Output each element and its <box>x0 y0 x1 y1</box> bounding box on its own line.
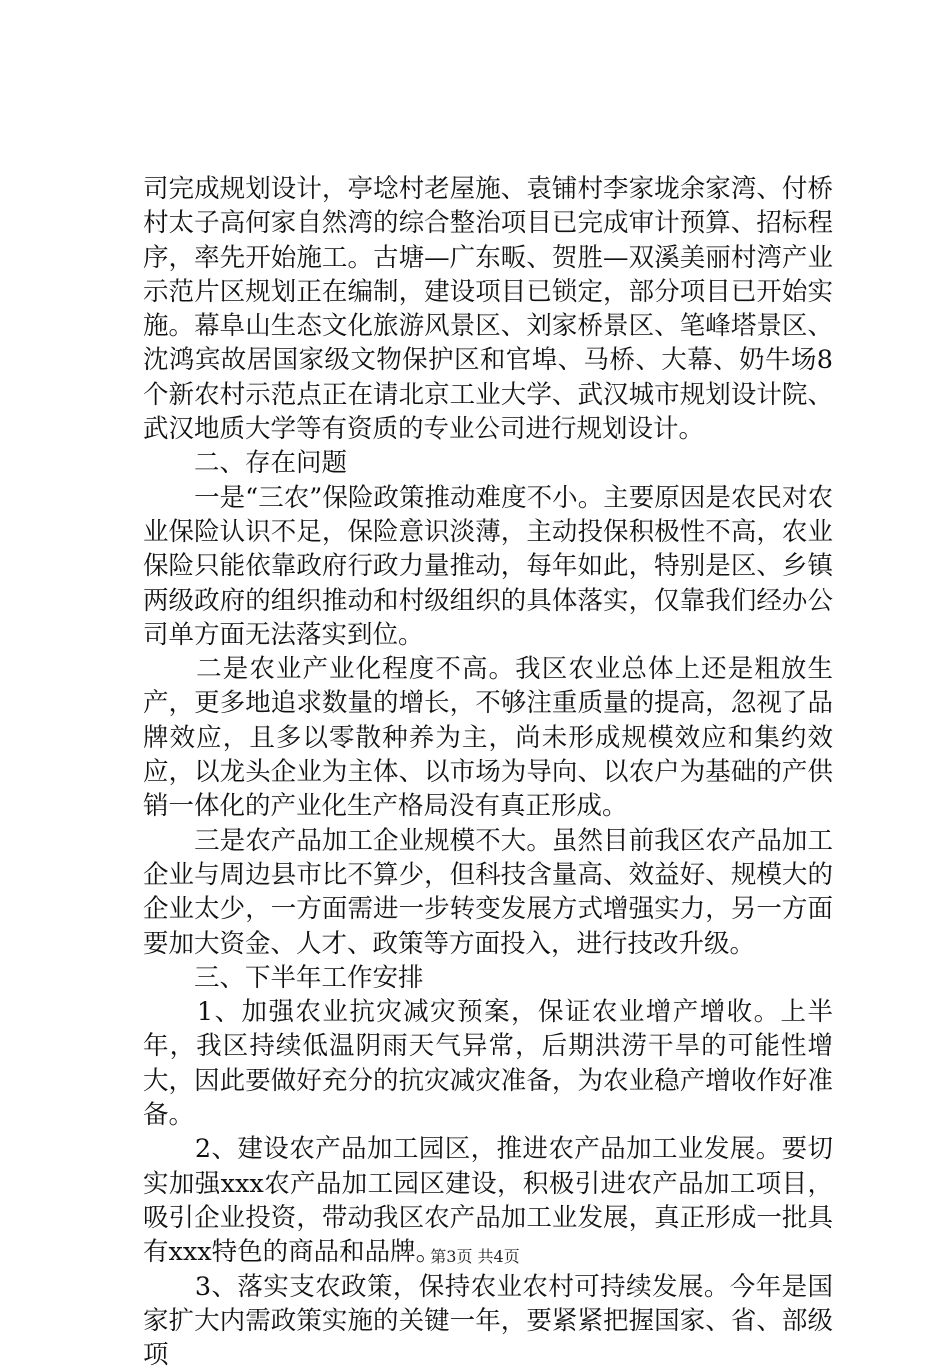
paragraph-plan-disaster: 1、加强农业抗灾减灾预案，保证农业增产增收。上半年，我区持续低温阴雨天气异常，后期洪涝干旱的可能性增大，因此要做好充分的抗灾减灾准备，为农业稳产增收作好准备。 <box>143 995 833 1132</box>
paragraph-plan-industrial-park: 2、建设农产品加工园区，推进农产品加工业发展。要切实加强xxx农产品加工园区建设，积极引进农产品加工项目，吸引企业投资，带动我区农产品加工业发展，真正形成一批具有xxx特色的商品和品牌。 <box>143 1132 833 1269</box>
section-heading-problems: 二、存在问题 <box>143 446 833 480</box>
paragraph-problem-industrialization: 二是农业产业化程度不高。我区农业总体上还是粗放生产，更多地追求数量的增长，不够注重质量的提高，忽视了品牌效应，且多以零散种养为主，尚未形成规模效应和集约效应，以龙头企业为主体、以市场为导向、以农户为基础的产供销一体化的产业化生产格局没有真正形成。 <box>143 652 833 823</box>
page-number-footer: 第3页 共4页 <box>0 1244 950 1267</box>
document-body <box>143 172 833 1372</box>
section-heading-second-half-plan: 三、下半年工作安排 <box>143 961 833 995</box>
paragraph-problem-insurance: 一是“三农”保险政策推动难度不小。主要原因是农民对农业保险认识不足，保险意识淡薄，主动投保积极性不高，农业保险只能依靠政府行政力量推动，每年如此，特别是区、乡镇两级政府的组织推动和村级组织的具体落实，仅靠我们经办公司单方面无法落实到位。 <box>143 481 833 652</box>
paragraph-problem-processing: 三是农产品加工企业规模不大。虽然目前我区农产品加工企业与周边县市比不算少，但科技含量高、效益好、规模大的企业太少，一方面需进一步转变发展方式增强实力，另一方面要加大资金、人才、政策等方面投入，进行技改升级。 <box>143 824 833 961</box>
paragraph-planning-status: 司完成规划设计，亭埝村老屋施、袁铺村李家垅余家湾、付桥村太子高何家自然湾的综合整治项目已完成审计预算、招标程序，率先开始施工。古塘—广东畈、贺胜—双溪美丽村湾产业示范片区规划正在编制，建设项目已锁定，部分项目已开始实施。幕阜山生态文化旅游风景区、刘家桥景区、笔峰塔景区、沈鸿宾故居国家级文物保护区和官埠、马桥、大幕、奶牛场8个新农村示范点正在请北京工业大学、武汉城市规划设计院、武汉地质大学等有资质的专业公司进行规划设计。 <box>143 172 833 446</box>
paragraph-plan-policy: 3、落实支农政策，保持农业农村可持续发展。今年是国家扩大内需政策实施的关键一年，要紧紧把握国家、省、部级项 <box>143 1270 833 1372</box>
